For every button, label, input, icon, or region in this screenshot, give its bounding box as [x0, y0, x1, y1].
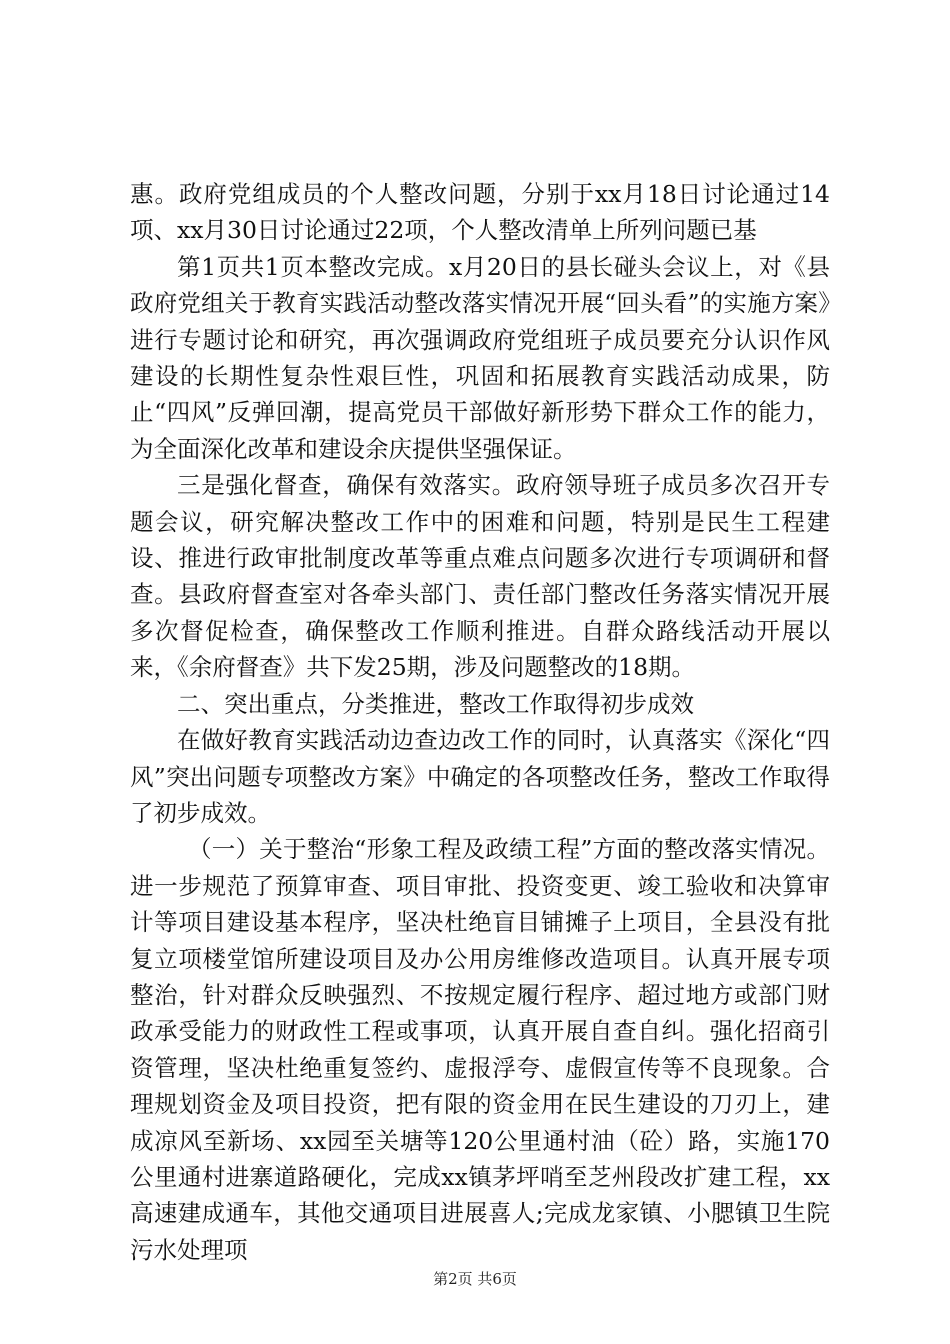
page-number: 第2页 共6页 [433, 1270, 517, 1288]
section-heading: 二、突出重点，分类推进，整改工作取得初步成效 [177, 689, 694, 718]
paragraph-image-projects: （一）关于整治“形象工程及政绩工程”方面的整改落实情况。进一步规范了预算审查、项目审批、投资变更、竣工验收和决算审计等项目建设基本程序，坚决杜绝盲目铺摊子上项目，全县没有批复立项楼堂馆所建设项目及办公用房维修改造项目。认真开展专项整治，针对群众反映强烈、不按规定履行程序、超过地方或部门财政承受能力的财政性工程或事项，认真开展自查自纠。强化招商引资管理，坚决杜绝重复签约、虚报浮夸、虚假宣传等不良现象。合理规划资金及项目投资，把有限的资金用在民生建设的刀刃上，建成凉风至新场、xx园至关塘等120公里通村油（砼）路，实施170公里通村进寨道路硬化，完成xx镇茅坪哨至芝州段改扩建工程，xx高速建成通车，其他交通项目进展喜人;完成龙家镇、小腮镇卫生院污水处理项 [130, 835, 830, 1264]
paragraph-continuation: 惠。政府党组成员的个人整改问题，分别于xx月18日讨论通过14项、xx月30日讨论通过22项，个人整改清单上所列问题已基 [130, 180, 830, 245]
paragraph-supervision: 三是强化督查，确保有效落实。政府领导班子成员多次召开专题会议，研究解决整改工作中的困难和问题，特别是民生工程建设、推进行政审批制度改革等重点难点问题多次进行专项调研和督查。县政府督查室对各牵头部门、责任部门整改任务落实情况开展多次督促检查，确保整改工作顺利推进。自群众路线活动开展以来，《余府督查》共下发25期，涉及问题整改的18期。 [130, 471, 830, 682]
paragraph-intro: 在做好教育实践活动边查边改工作的同时，认真落实《深化“四风”突出问题专项整改方案》中确定的各项整改任务，整改工作取得了初步成效。 [130, 726, 830, 827]
paragraph-meeting: 第1页共1页本整改完成。x月20日的县长碰头会议上，对《县政府党组关于教育实践活动整改落实情况开展“回头看”的实施方案》进行专题讨论和研究，再次强调政府党组班子成员要充分认识作风建设的长期性复杂性艰巨性，巩固和拓展教育实践活动成果，防止“四风”反弹回潮，提高党员干部做好新形势下群众工作的能力，为全面深化改革和建设余庆提供坚强保证。 [130, 252, 830, 463]
document-body [130, 176, 830, 1268]
